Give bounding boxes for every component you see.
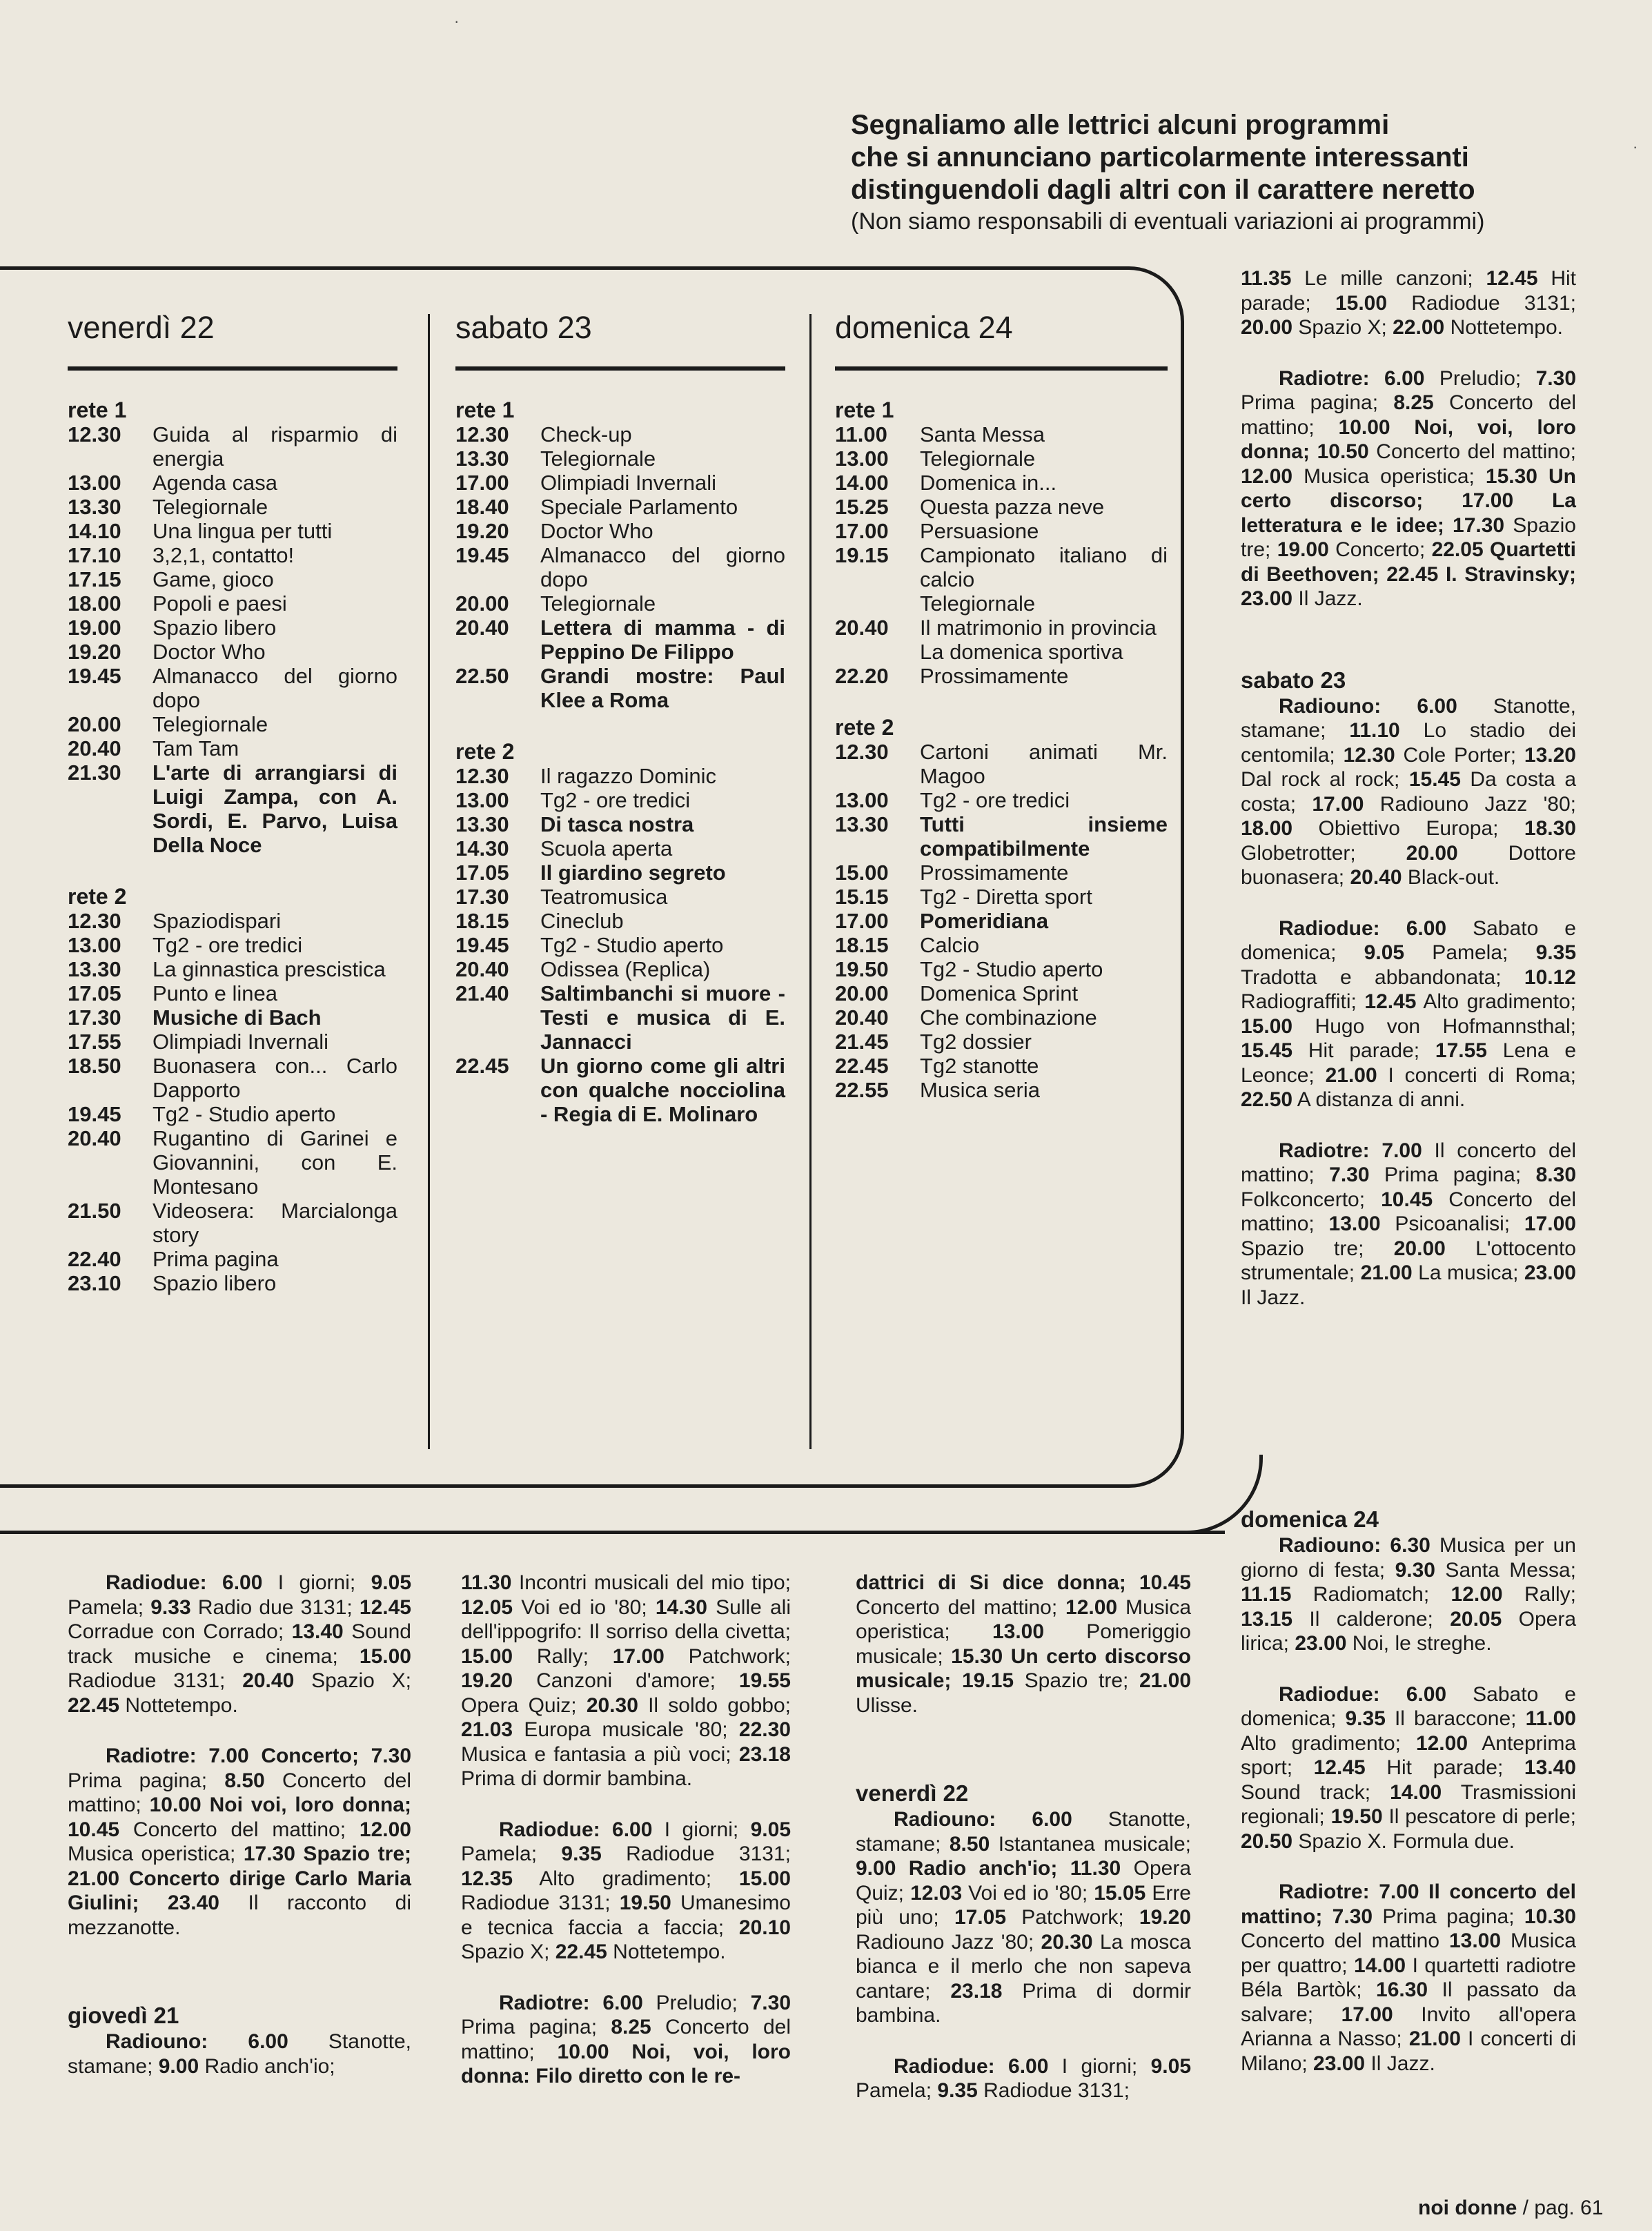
radio-column-3: [856, 1571, 1191, 2103]
program-name: Prossimamente: [920, 664, 1069, 688]
radio-paragraph: 11.35 Le mille canzoni; 12.45 Hit parade; 15.00 Radiodue 3131; 20.00 Spazio X; 22.00 Nottetempo.: [1241, 267, 1577, 339]
program-name: Domenica Sprint: [920, 981, 1079, 1005]
program-name: Agenda casa: [153, 471, 277, 495]
program-name: Punto e linea: [153, 981, 277, 1005]
program-time: 12.30: [455, 422, 509, 446]
program-name: La domenica sportiva: [920, 640, 1123, 664]
program-name: Tg2 - Studio aperto: [153, 1102, 336, 1126]
day-heading: giovedì 21: [68, 2003, 179, 2028]
program-row: [68, 1102, 397, 1126]
program-time: 20.40: [68, 736, 121, 760]
radio-paragraph: Radiodue: 6.00 I giorni; 9.05 Pamela; 9.35 Radiodue 3131; 12.35 Alto gradimento; 15.00 Radiodue 3131; 19.50 Umanesimo e tecnica faccia a faccia; 20.10 Spazio X; 22.45 Nottetempo.: [461, 1818, 791, 1963]
program-row: [835, 519, 1168, 543]
program-time: 14.30: [455, 836, 509, 861]
program-time: 17.10: [68, 543, 121, 567]
program-row: [835, 1030, 1168, 1054]
day-title: venerdì 22: [68, 308, 397, 371]
program-time: 19.45: [68, 664, 121, 688]
program-name: Calcio: [920, 933, 980, 957]
program-row: [835, 495, 1168, 519]
program-name: Telegiornale: [153, 712, 268, 736]
program-name: Il giardino segreto: [540, 861, 726, 885]
program-name: Tg2 - ore tredici: [920, 788, 1070, 812]
program-time: 22.55: [835, 1078, 889, 1102]
program-name: Tg2 - Studio aperto: [920, 957, 1103, 981]
program-time: 13.00: [835, 446, 889, 471]
program-name: Buonasera con... Carlo Dapporto: [153, 1054, 397, 1102]
program-time: 13.30: [835, 812, 889, 836]
radio-column-1: [68, 1571, 411, 2078]
program-name: Teatromusica: [540, 885, 668, 909]
program-time: 12.30: [68, 909, 121, 933]
tv-column-venerdi: [68, 308, 397, 1295]
program-name: Saltimbanchi si muore - Testi e musica di E. Jannacci: [540, 981, 785, 1054]
radio-paragraph: Radiotre: 7.00 Il concerto del mattino; 7.30 Prima pagina; 10.30 Concerto del mattino 13.00 Musica per quattro; 14.00 I quartetti radiotre Béla Bartòk; 16.30 Il passato da salvare; 17.00 Invito all'opera Arianna a Nasso; 21.00 I concerti di Milano; 23.00 Il Jazz.: [1241, 1880, 1576, 2075]
network-label: rete 2: [68, 884, 127, 909]
program-row: [835, 885, 1168, 909]
program-time: 17.00: [455, 471, 509, 495]
radio-paragraph: Radiotre: 6.00 Preludio; 7.30 Prima pagina; 8.25 Concerto del mattino; 10.00 Noi, voi, loro donna: Filo diretto con le re-: [461, 1991, 791, 2087]
program-time: 18.15: [835, 933, 889, 957]
program-time: 17.15: [68, 567, 121, 591]
radio-paragraph: Radiouno: 6.00 Stanotte, stamane; 11.10 Lo stadio dei centomila; 12.30 Cole Porter; 13.20 Dal rock al rock; 15.45 Da costa a costa; 17.00 Radiouno Jazz '80; 18.00 Obiettivo Europa; 18.30 Globetrotter; 20.00 Dottore buonasera; 20.40 Black-out.: [1241, 694, 1576, 889]
program-row: [68, 567, 397, 591]
program-name: Il matrimonio in provincia: [920, 616, 1157, 640]
network-label: rete 1: [455, 397, 515, 422]
day-title: domenica 24: [835, 308, 1168, 371]
program-name: Telegiornale: [540, 591, 656, 616]
decor-dot: ·: [1633, 138, 1638, 155]
program-row: [455, 764, 785, 788]
radio-column-2: [461, 1571, 791, 2089]
radio-paragraph: Radiouno: 6.00 Stanotte, stamane; 8.50 Istantanea musicale; 9.00 Radio anch'io; 11.30 Opera Quiz; 12.03 Voi ed io '80; 15.05 Erre più uno; 17.05 Patchwork; 19.20 Radiouno Jazz '80; 20.30 La mosca bianca e il merlo che non sapeva cantare; 23.18 Prima di dormir bambina.: [856, 1808, 1191, 2027]
intro-note: (Non siamo responsabili di eventuali variazioni ai programmi): [851, 208, 1485, 235]
radio-paragraph: Radiodue: 6.00 Sabato e domenica; 9.05 Pamela; 9.35 Tradotta e abbandonata; 10.12 Radiograffiti; 12.45 Alto gradimento; 15.00 Hugo von Hofmannsthal; 15.45 Hit parade; 17.55 Lena e Leonce; 21.00 I concerti di Roma; 22.50 A distanza di anni.: [1241, 916, 1577, 1111]
program-name: Guida al risparmio di energia: [153, 422, 397, 471]
program-name: Videosera: Marcialonga story: [153, 1199, 397, 1247]
program-name: Scuola aperta: [540, 836, 673, 861]
program-row: [455, 861, 785, 885]
program-row: [455, 885, 785, 909]
program-time: 13.30: [68, 495, 121, 519]
program-time: 19.45: [455, 933, 509, 957]
program-time: 18.00: [68, 591, 121, 616]
program-row: [455, 495, 785, 519]
program-time: [835, 591, 920, 616]
program-name: Check-up: [540, 422, 632, 446]
program-row: [455, 446, 785, 471]
program-time: 21.50: [68, 1199, 121, 1223]
program-name: Cartoni animati Mr. Magoo: [920, 740, 1168, 788]
day-heading: venerdì 22: [856, 1780, 969, 1806]
program-row: [68, 1247, 397, 1271]
program-name: 3,2,1, contatto!: [153, 543, 295, 567]
program-time: 22.45: [455, 1054, 509, 1078]
program-name: Grandi mostre: Paul Klee a Roma: [540, 664, 785, 712]
decor-dot: ·: [454, 12, 460, 30]
program-row: [68, 909, 397, 933]
divider-line: [0, 1531, 1225, 1534]
intro-line: Segnaliamo alle lettrici alcuni programmi: [851, 110, 1390, 140]
program-row: [835, 957, 1168, 981]
program-time: 14.10: [68, 519, 121, 543]
program-row: [68, 519, 397, 543]
program-row: [455, 981, 785, 1054]
program-name: Doctor Who: [153, 640, 266, 664]
program-time: 17.30: [68, 1005, 121, 1030]
program-row: [455, 812, 785, 836]
program-row: [68, 1271, 397, 1295]
program-row: [835, 446, 1168, 471]
network-label: rete 1: [835, 397, 894, 422]
program-name: L'arte di arrangiarsi di Luigi Zampa, con A. Sordi, E. Parvo, Luisa Della Noce: [153, 760, 397, 857]
intro-line: distinguendoli dagli altri con il carattere neretto: [851, 175, 1475, 205]
program-name: Tg2 - ore tredici: [540, 788, 691, 812]
radio-paragraph: Radiouno: 6.30 Musica per un giorno di festa; 9.30 Santa Messa; 11.15 Radiomatch; 12.00 Rally; 13.15 Il calderone; 20.05 Opera lirica; 23.00 Noi, le streghe.: [1241, 1534, 1577, 1655]
program-row: [455, 591, 785, 616]
intro-line: che si annunciano particolarmente interessanti: [851, 142, 1469, 173]
program-time: 20.00: [455, 591, 509, 616]
program-name: Speciale Parlamento: [540, 495, 738, 519]
program-name: Tg2 dossier: [920, 1030, 1032, 1054]
program-row: [68, 640, 397, 664]
program-time: 19.50: [835, 957, 889, 981]
program-name: Olimpiadi Invernali: [540, 471, 716, 495]
program-row: [835, 933, 1168, 957]
program-time: 21.30: [68, 760, 121, 785]
program-name: Tutti insieme compatibilmente: [920, 812, 1168, 861]
program-time: 12.30: [68, 422, 121, 446]
program-name: Campionato italiano di calcio: [920, 543, 1168, 591]
program-name: Tg2 - Studio aperto: [540, 933, 724, 957]
page-footer: [1418, 2196, 1603, 2220]
program-time: 19.20: [455, 519, 509, 543]
radio-column-right-top: [1241, 266, 1576, 1310]
program-time: 14.00: [835, 471, 889, 495]
program-row: [68, 1199, 397, 1247]
program-time: 12.30: [455, 764, 509, 788]
program-row: [455, 933, 785, 957]
program-time: 18.40: [455, 495, 509, 519]
program-row: [68, 981, 397, 1005]
program-time: 13.00: [455, 788, 509, 812]
program-time: 22.20: [835, 664, 889, 688]
program-time: 17.05: [455, 861, 509, 885]
program-time: 13.00: [68, 933, 121, 957]
program-row: [68, 616, 397, 640]
program-name: Di tasca nostra: [540, 812, 694, 836]
intro-block: [851, 109, 1610, 237]
program-row: [835, 1078, 1168, 1102]
program-time: 19.45: [455, 543, 509, 567]
program-name: Tg2 stanotte: [920, 1054, 1039, 1078]
program-time: 19.15: [835, 543, 889, 567]
program-name: Lettera di mamma - di Peppino De Filippo: [540, 616, 785, 664]
program-time: 15.00: [835, 861, 889, 885]
radio-paragraph: Radiotre: 7.00 Concerto; 7.30 Prima pagina; 8.50 Concerto del mattino; 10.00 Noi voi, loro donna; 10.45 Concerto del mattino; 12.00 Musica operistica; 17.30 Spazio tre; 21.00 Concerto dirige Carlo Maria Giulini; 23.40 Il racconto di mezzanotte.: [68, 1744, 412, 1939]
program-row: [835, 909, 1168, 933]
program-name: Tg2 - ore tredici: [153, 933, 303, 957]
program-time: 20.40: [835, 1005, 889, 1030]
program-name: Pomeridiana: [920, 909, 1049, 933]
program-row: [455, 909, 785, 933]
program-row: [68, 736, 397, 760]
program-row: [835, 543, 1168, 591]
program-name: Spazio libero: [153, 616, 277, 640]
radio-column-right-bottom: [1241, 1506, 1576, 2076]
program-row: [68, 1054, 397, 1102]
program-name: Questa pazza neve: [920, 495, 1105, 519]
program-row: [68, 712, 397, 736]
program-name: Cineclub: [540, 909, 624, 933]
program-name: Telegiornale: [540, 446, 656, 471]
program-row: [68, 933, 397, 957]
program-row: [835, 471, 1168, 495]
radio-paragraph: Radiouno: 6.00 Stanotte, stamane; 9.00 Radio anch'io;: [68, 2030, 411, 2078]
program-time: 12.30: [835, 740, 889, 764]
program-row: [68, 1005, 397, 1030]
column-divider: [428, 314, 430, 1449]
program-time: 18.50: [68, 1054, 121, 1078]
page-number: / pag. 61: [1522, 2196, 1604, 2219]
day-heading: domenica 24: [1241, 1506, 1379, 1532]
program-time: 22.50: [455, 664, 509, 688]
program-time: 21.40: [455, 981, 509, 1005]
program-name: Una lingua per tutti: [153, 519, 333, 543]
tv-column-domenica: [835, 308, 1168, 1102]
program-row: [835, 664, 1168, 688]
program-name: Almanacco del giorno dopo: [540, 543, 785, 591]
radio-paragraph: 11.30 Incontri musicali del mio tipo; 12.05 Voi ed io '80; 14.30 Sulle ali dell'ippogrifo: Il sorriso della civetta; 15.00 Rally; 17.00 Patchwork; 19.20 Canzoni d'amore; 19.55 Opera Quiz; 20.30 Il soldo gobbo; 21.03 Europa musicale '80; 22.30 Musica e fantasia a più voci; 23.18 Prima di dormir bambina.: [461, 1571, 791, 1790]
program-name: Persuasione: [920, 519, 1039, 543]
program-name: Telegiornale: [153, 495, 268, 519]
program-name: Spaziodispari: [153, 909, 282, 933]
network-label: rete 1: [68, 397, 127, 422]
program-row: [68, 957, 397, 981]
program-row: [835, 1005, 1168, 1030]
program-row: [455, 664, 785, 712]
program-time: 11.00: [835, 422, 887, 446]
program-time: 20.40: [455, 616, 509, 640]
program-row: [835, 1054, 1168, 1078]
program-row: [455, 519, 785, 543]
program-time: 13.30: [455, 446, 509, 471]
program-time: 15.15: [835, 885, 889, 909]
program-time: [835, 640, 920, 664]
radio-paragraph: Radiodue: 6.00 Sabato e domenica; 9.35 Il baraccone; 11.00 Alto gradimento; 12.00 Anteprima sport; 12.45 Hit parade; 13.40 Sound track; 14.00 Trasmissioni regionali; 19.50 Il pescatore di perle; 20.50 Spazio X. Formula due.: [1241, 1682, 1577, 1853]
day-title: sabato 23: [455, 308, 785, 371]
program-time: 13.30: [68, 957, 121, 981]
program-name: Prossimamente: [920, 861, 1069, 885]
program-time: 17.00: [835, 909, 889, 933]
program-name: Almanacco del giorno dopo: [153, 664, 397, 712]
program-name: La ginnastica prescistica: [153, 957, 386, 981]
program-time: 13.00: [68, 471, 121, 495]
program-name: Odissea (Replica): [540, 957, 711, 981]
program-row: [455, 957, 785, 981]
radio-paragraph: Radiotre: 7.00 Il concerto del mattino; 7.30 Prima pagina; 8.30 Folkconcerto; 10.45 Concerto del mattino; 13.00 Psicoanalisi; 17.00 Spazio tre; 20.00 L'ottocento strumentale; 21.00 La musica; 23.00 Il Jazz.: [1241, 1139, 1576, 1309]
program-time: 20.00: [835, 981, 889, 1005]
program-row: [68, 664, 397, 712]
program-row: [68, 760, 397, 857]
program-time: 21.45: [835, 1030, 889, 1054]
program-name: Un giorno come gli altri con qualche nocciolina - Regia di E. Molinaro: [540, 1054, 785, 1126]
program-time: 19.00: [68, 616, 121, 640]
column-divider: [809, 314, 812, 1449]
program-time: 20.40: [68, 1126, 121, 1150]
program-time: 22.40: [68, 1247, 121, 1271]
magazine-name: noi donne: [1418, 2196, 1517, 2219]
program-name: Doctor Who: [540, 519, 653, 543]
program-name: Che combinazione: [920, 1005, 1097, 1030]
network-label: rete 2: [455, 739, 515, 764]
spacer: [835, 688, 1168, 716]
radio-paragraph: dattrici di Si dice donna; 10.45 Concerto del mattino; 12.00 Musica operistica; 13.00 Pomeriggio musicale; 15.30 Un certo discorso musicale; 19.15 Spazio tre; 21.00 Ulisse.: [856, 1571, 1192, 1717]
program-row: [835, 591, 1168, 616]
radio-paragraph: Radiodue: 6.00 I giorni; 9.05 Pamela; 9.35 Radiodue 3131;: [856, 2054, 1191, 2102]
program-time: 19.20: [68, 640, 121, 664]
program-row: [455, 788, 785, 812]
program-row: [455, 422, 785, 446]
program-name: Olimpiadi Invernali: [153, 1030, 328, 1054]
program-name: Telegiornale: [920, 446, 1036, 471]
program-row: [68, 1030, 397, 1054]
program-name: Tg2 - Diretta sport: [920, 885, 1092, 909]
program-time: 22.45: [835, 1054, 889, 1078]
program-name: Domenica in...: [920, 471, 1057, 495]
program-row: [68, 422, 397, 471]
program-time: 17.00: [835, 519, 889, 543]
program-row: [835, 640, 1168, 664]
program-name: Musiche di Bach: [153, 1005, 322, 1030]
day-heading: sabato 23: [1241, 667, 1346, 693]
program-row: [68, 591, 397, 616]
program-row: [68, 1126, 397, 1199]
program-row: [835, 740, 1168, 788]
program-row: [455, 1054, 785, 1126]
program-row: [835, 616, 1168, 640]
program-name: Il ragazzo Dominic: [540, 764, 716, 788]
program-time: 18.15: [455, 909, 509, 933]
program-name: Tam Tam: [153, 736, 239, 760]
radio-paragraph: Radiodue: 6.00 I giorni; 9.05 Pamela; 9.33 Radio due 3131; 12.45 Corradue con Corrado; 13.40 Sound track musiche e cinema; 15.00 Radiodue 3131; 20.40 Spazio X; 22.45 Nottetempo.: [68, 1571, 412, 1717]
program-time: 17.05: [68, 981, 121, 1005]
program-time: 19.45: [68, 1102, 121, 1126]
program-name: Musica seria: [920, 1078, 1040, 1102]
program-row: [835, 861, 1168, 885]
program-time: 13.30: [455, 812, 509, 836]
program-name: Rugantino di Garinei e Giovannini, con E. Montesano: [153, 1126, 397, 1199]
program-row: [455, 836, 785, 861]
program-time: 15.25: [835, 495, 889, 519]
program-time: 17.55: [68, 1030, 121, 1054]
program-row: [455, 543, 785, 591]
program-time: 20.40: [455, 957, 509, 981]
program-row: [835, 981, 1168, 1005]
spacer: [68, 857, 397, 885]
program-name: Spazio libero: [153, 1271, 277, 1295]
program-name: Game, gioco: [153, 567, 274, 591]
program-row: [68, 471, 397, 495]
program-time: 23.10: [68, 1271, 121, 1295]
program-row: [455, 471, 785, 495]
program-time: 20.40: [835, 616, 889, 640]
program-time: 20.00: [68, 712, 121, 736]
program-name: Telegiornale: [920, 591, 1036, 616]
program-name: Popoli e paesi: [153, 591, 287, 616]
program-name: Prima pagina: [153, 1247, 279, 1271]
tv-column-sabato: [455, 308, 785, 1126]
program-row: [68, 495, 397, 519]
program-row: [455, 616, 785, 664]
program-time: 17.30: [455, 885, 509, 909]
radio-paragraph: Radiotre: 6.00 Preludio; 7.30 Prima pagina; 8.25 Concerto del mattino; 10.00 Noi, voi, loro donna; 10.50 Concerto del mattino; 12.00 Musica operistica; 15.30 Un certo discorso; 17.00 La letteratura e le idee; 17.30 Spazio tre; 19.00 Concerto; 22.05 Quartetti di Beethoven; 22.45 I. Stravinsky; 23.00 Il Jazz.: [1241, 366, 1577, 610]
program-row: [835, 788, 1168, 812]
program-row: [835, 812, 1168, 861]
program-time: 13.00: [835, 788, 889, 812]
program-name: Santa Messa: [920, 422, 1045, 446]
program-row: [835, 422, 1168, 446]
program-row: [68, 543, 397, 567]
network-label: rete 2: [835, 715, 894, 740]
spacer: [455, 712, 785, 740]
